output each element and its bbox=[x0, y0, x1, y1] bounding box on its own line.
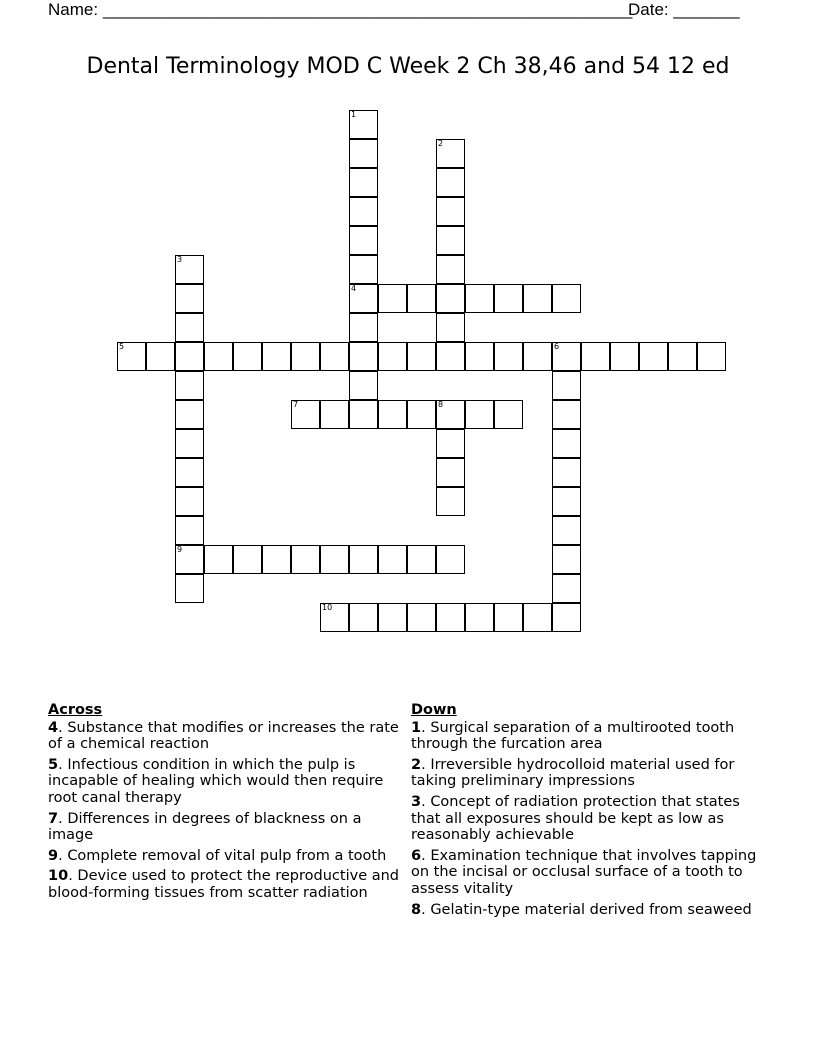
grid-cell[interactable] bbox=[349, 139, 378, 168]
clue-number: 2 bbox=[411, 756, 422, 773]
grid-cell[interactable] bbox=[552, 342, 581, 371]
grid-cell[interactable] bbox=[175, 255, 204, 284]
grid-cell[interactable] bbox=[436, 139, 465, 168]
grid-cell[interactable] bbox=[552, 545, 581, 574]
grid-cell[interactable] bbox=[494, 342, 523, 371]
grid-cell[interactable] bbox=[320, 400, 349, 429]
grid-cell[interactable] bbox=[291, 400, 320, 429]
grid-cell[interactable] bbox=[262, 545, 291, 574]
grid-cell[interactable] bbox=[349, 545, 378, 574]
clue-down-2: 2. Irreversible hydrocolloid material used for taking preliminary impressions bbox=[411, 756, 735, 790]
clue-across-5: 5. Infectious condition in which the pulp is incapable of healing which would then require root canal therapy bbox=[48, 756, 384, 806]
grid-cell[interactable] bbox=[552, 487, 581, 516]
grid-cell[interactable] bbox=[175, 458, 204, 487]
clue-number: 8 bbox=[411, 901, 422, 918]
grid-cell[interactable] bbox=[291, 342, 320, 371]
clue-down-1: 1. Surgical separation of a multirooted tooth through the furcation area bbox=[411, 719, 735, 753]
clue-text: Irreversible hydrocolloid material used for taking preliminary impressions bbox=[411, 756, 735, 790]
grid-cell[interactable] bbox=[175, 574, 204, 603]
grid-cell[interactable] bbox=[552, 284, 581, 313]
grid-cell[interactable] bbox=[639, 342, 668, 371]
grid-cell[interactable] bbox=[233, 545, 262, 574]
grid-cell[interactable] bbox=[552, 458, 581, 487]
grid-cell[interactable] bbox=[320, 545, 349, 574]
grid-cell[interactable] bbox=[523, 603, 552, 632]
clue-text: Differences in degrees of blackness on a image bbox=[48, 810, 362, 844]
clue-number: 5 bbox=[48, 756, 59, 773]
grid-cell[interactable] bbox=[349, 313, 378, 342]
clue-number: 6 bbox=[411, 847, 422, 864]
grid-cell[interactable] bbox=[465, 400, 494, 429]
date-line: _______ bbox=[673, 0, 740, 19]
grid-cell[interactable] bbox=[436, 603, 465, 632]
grid-cell[interactable] bbox=[436, 458, 465, 487]
grid-cell[interactable] bbox=[407, 545, 436, 574]
grid-cell[interactable] bbox=[262, 342, 291, 371]
grid-cell[interactable] bbox=[465, 342, 494, 371]
grid-cell[interactable] bbox=[494, 603, 523, 632]
grid-cell[interactable] bbox=[349, 226, 378, 255]
name-label: Name: bbox=[48, 0, 99, 19]
clue-text: Device used to protect the reproductive and blood-forming tissues from scatter radiation bbox=[48, 868, 399, 901]
grid-cell[interactable] bbox=[349, 110, 378, 139]
grid-cell[interactable] bbox=[349, 255, 378, 284]
grid-cell[interactable] bbox=[581, 342, 610, 371]
down-heading: Down bbox=[411, 702, 457, 718]
grid-cell[interactable] bbox=[407, 603, 436, 632]
grid-cell[interactable] bbox=[436, 400, 465, 429]
grid-cell[interactable] bbox=[407, 400, 436, 429]
clue-across-7: 7. Differences in degrees of blackness on a image bbox=[48, 810, 362, 844]
grid-cell[interactable] bbox=[349, 197, 378, 226]
grid-cell[interactable] bbox=[552, 371, 581, 400]
clue-down-3: 3. Concept of radiation protection that states that all exposures should be kept as low as reasonably achievable bbox=[411, 793, 740, 844]
grid-cell[interactable] bbox=[552, 603, 581, 632]
grid-cell[interactable] bbox=[523, 342, 552, 371]
clue-text: Substance that modifies or increases the rate of a chemical reaction bbox=[48, 719, 399, 753]
date-label: Date: bbox=[628, 0, 669, 19]
down-clues bbox=[411, 702, 771, 922]
cell-number: 7 bbox=[293, 400, 299, 409]
across-clues bbox=[48, 702, 408, 906]
grid-cell[interactable] bbox=[552, 400, 581, 429]
clue-down-8: 8. Gelatin-type material derived from seaweed bbox=[411, 901, 752, 918]
clue-text: Concept of radiation protection that states that all exposures should be kept as low as reasonably achievable bbox=[411, 793, 740, 844]
grid-cell[interactable] bbox=[523, 284, 552, 313]
cell-number: 10 bbox=[322, 603, 333, 612]
grid-cell[interactable] bbox=[204, 342, 233, 371]
grid-cell[interactable] bbox=[291, 545, 320, 574]
grid-cell[interactable] bbox=[436, 342, 465, 371]
cell-number: 8 bbox=[438, 400, 444, 409]
grid-cell[interactable] bbox=[436, 487, 465, 516]
clue-across-10: 10. Device used to protect the reproductive and blood-forming tissues from scatter radiation bbox=[48, 868, 399, 901]
grid-cell[interactable] bbox=[436, 545, 465, 574]
clue-number: 4 bbox=[48, 719, 59, 736]
clue-across-9: 9. Complete removal of vital pulp from a tooth bbox=[48, 847, 387, 864]
grid-cell[interactable] bbox=[407, 342, 436, 371]
clue-number: 3 bbox=[411, 793, 422, 810]
grid-cell[interactable] bbox=[378, 603, 407, 632]
clue-number: 9 bbox=[48, 847, 59, 864]
cell-number: 2 bbox=[438, 139, 444, 148]
grid-cell[interactable] bbox=[320, 342, 349, 371]
grid-cell[interactable] bbox=[175, 429, 204, 458]
cell-number: 1 bbox=[351, 110, 357, 119]
clue-down-6: 6. Examination technique that involves tapping on the incisal or occlusal surface of a tooth to assess vitality bbox=[411, 847, 757, 897]
grid-cell[interactable] bbox=[552, 516, 581, 545]
grid-cell[interactable] bbox=[204, 545, 233, 574]
grid-cell[interactable] bbox=[175, 400, 204, 429]
grid-cell[interactable] bbox=[436, 429, 465, 458]
grid-cell[interactable] bbox=[610, 342, 639, 371]
grid-cell[interactable] bbox=[552, 429, 581, 458]
clue-number: 7 bbox=[48, 810, 59, 827]
clue-text: Complete removal of vital pulp from a tooth bbox=[67, 847, 387, 864]
grid-cell[interactable] bbox=[436, 255, 465, 284]
grid-cell[interactable] bbox=[146, 342, 175, 371]
grid-cell[interactable] bbox=[175, 487, 204, 516]
clue-text: Gelatin-type material derived from seaweed bbox=[430, 901, 752, 918]
cell-number: 6 bbox=[554, 342, 560, 351]
grid-cell[interactable] bbox=[175, 545, 204, 574]
cell-number: 4 bbox=[351, 284, 357, 293]
clue-text: Examination technique that involves tapping on the incisal or occlusal surface of a tooth to assess vitality bbox=[411, 847, 757, 897]
clue-number: 1 bbox=[411, 719, 422, 736]
cell-number: 5 bbox=[119, 342, 125, 351]
grid-cell[interactable] bbox=[552, 574, 581, 603]
grid-cell[interactable] bbox=[175, 516, 204, 545]
grid-cell[interactable] bbox=[494, 400, 523, 429]
page-title: Dental Terminology MOD C Week 2 Ch 38,46 and 54 12 ed bbox=[86, 54, 730, 79]
grid-cell[interactable] bbox=[436, 313, 465, 342]
grid-cell[interactable] bbox=[349, 342, 378, 371]
grid-cell[interactable] bbox=[465, 284, 494, 313]
grid-cell[interactable] bbox=[668, 342, 697, 371]
grid-cell[interactable] bbox=[349, 284, 378, 313]
grid-cell[interactable] bbox=[349, 400, 378, 429]
grid-cell[interactable] bbox=[378, 342, 407, 371]
across-heading: Across bbox=[48, 702, 103, 718]
grid-cell[interactable] bbox=[349, 371, 378, 400]
grid-cell[interactable] bbox=[378, 400, 407, 429]
grid-cell[interactable] bbox=[436, 197, 465, 226]
grid-cell[interactable] bbox=[436, 168, 465, 197]
name-line: ________________________________________________________ bbox=[102, 0, 633, 19]
grid-cell[interactable] bbox=[697, 342, 726, 371]
grid-cell[interactable] bbox=[436, 284, 465, 313]
grid-cell[interactable] bbox=[117, 342, 146, 371]
cell-number: 3 bbox=[177, 255, 183, 264]
grid-cell[interactable] bbox=[175, 342, 204, 371]
cell-number: 9 bbox=[177, 545, 183, 554]
grid-cell[interactable] bbox=[320, 603, 349, 632]
grid-cell[interactable] bbox=[494, 284, 523, 313]
clue-number: 10 bbox=[48, 868, 69, 885]
grid-cell[interactable] bbox=[465, 603, 494, 632]
grid-cell[interactable] bbox=[175, 371, 204, 400]
grid-cell[interactable] bbox=[378, 545, 407, 574]
grid-cell[interactable] bbox=[378, 284, 407, 313]
grid-cell[interactable] bbox=[349, 168, 378, 197]
grid-cell[interactable] bbox=[407, 284, 436, 313]
clue-text: Infectious condition in which the pulp is incapable of healing which would then require root canal therapy bbox=[48, 756, 384, 806]
clue-across-4: 4. Substance that modifies or increases the rate of a chemical reaction bbox=[48, 719, 399, 753]
grid-cell[interactable] bbox=[233, 342, 262, 371]
grid-cell[interactable] bbox=[175, 284, 204, 313]
clue-text: Surgical separation of a multirooted tooth through the furcation area bbox=[411, 719, 735, 753]
grid-cell[interactable] bbox=[349, 603, 378, 632]
grid-cell[interactable] bbox=[436, 226, 465, 255]
grid-cell[interactable] bbox=[175, 313, 204, 342]
